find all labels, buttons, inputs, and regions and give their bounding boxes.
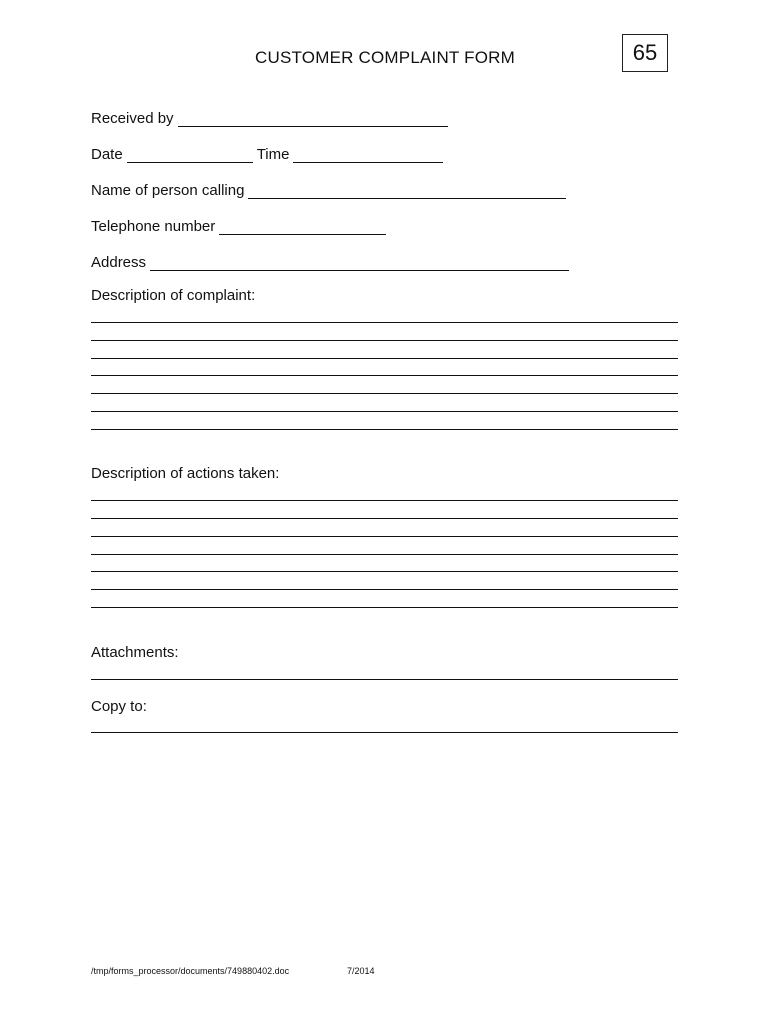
received-by-row: [91, 108, 448, 128]
complaint-line[interactable]: [91, 322, 678, 323]
address-field[interactable]: [150, 254, 569, 271]
actions-line[interactable]: [91, 607, 678, 608]
actions-line[interactable]: [91, 589, 678, 590]
actions-line[interactable]: [91, 536, 678, 537]
actions-line[interactable]: [91, 571, 678, 572]
footer-document-path: /tmp/forms_processor/documents/749880402.doc: [91, 966, 290, 976]
complaint-line[interactable]: [91, 429, 678, 430]
actions-line[interactable]: [91, 554, 678, 555]
telephone-number-field[interactable]: [219, 218, 386, 235]
telephone-number-row: [91, 216, 386, 236]
footer-date: 7/2014: [347, 966, 375, 976]
complaint-line[interactable]: [91, 411, 678, 412]
name-of-person-calling-label: Name of person calling: [91, 182, 245, 199]
complaint-line[interactable]: [91, 393, 678, 394]
copy-to-line[interactable]: [91, 732, 678, 733]
attachments-line[interactable]: [91, 679, 678, 680]
actions-line[interactable]: [91, 500, 678, 501]
time-field[interactable]: [293, 146, 443, 163]
complaint-line[interactable]: [91, 340, 678, 341]
date-label: Date: [91, 146, 123, 163]
form-title: CUSTOMER COMPLAINT FORM: [255, 48, 515, 67]
page-number-box: 65: [622, 34, 668, 72]
address-row: [91, 252, 569, 272]
actions-line[interactable]: [91, 518, 678, 519]
received-by-field[interactable]: [178, 110, 448, 127]
complaint-description-label: Description of complaint:: [91, 287, 256, 304]
complaint-line[interactable]: [91, 375, 678, 376]
complaint-line[interactable]: [91, 358, 678, 359]
telephone-number-label: Telephone number: [91, 218, 216, 235]
name-of-person-calling-row: [91, 180, 566, 200]
name-of-person-calling-field[interactable]: [248, 182, 566, 199]
date-time-row: [91, 144, 443, 164]
received-by-label: Received by: [91, 110, 174, 127]
attachments-label: Attachments:: [91, 644, 179, 661]
copy-to-label: Copy to:: [91, 698, 147, 715]
time-label: Time: [256, 146, 290, 163]
date-field[interactable]: [127, 146, 253, 163]
actions-taken-label: Description of actions taken:: [91, 465, 280, 482]
address-label: Address: [91, 254, 147, 271]
